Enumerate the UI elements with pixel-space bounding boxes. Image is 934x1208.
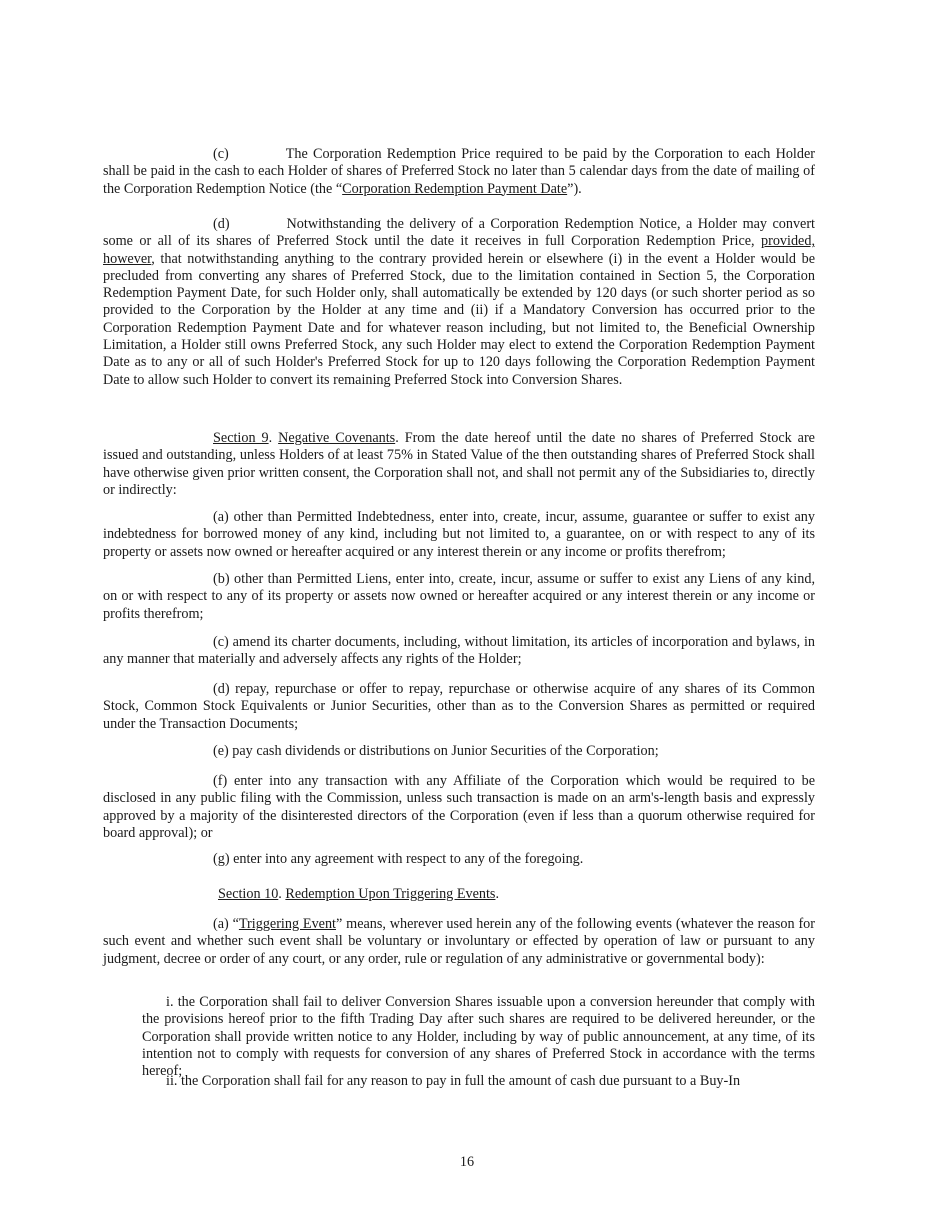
covenant-item: (f) enter into any transaction with any Affiliate of the Corporation which would be required to be disclosed in any public filing with the Commission, unless such transaction is made on an arm's-length basis and expressly approved by a majority of the disinterested directors of the Corporation (even if less than a quorum otherwise required for board approval); or	[103, 773, 815, 841]
paragraph-text: The Corporation Redemption Price required to be paid by the Corporation to each Holder shall be paid in the cash to each Holder of shares of Preferred Stock no later than 5 calendar days from the date of mailing of the Corporation Redemption Notice (the “	[103, 146, 815, 197]
covenant-item: (c) amend its charter documents, including, without limitation, its articles of incorporation and bylaws, in any manner that materially and adversely affects any rights of the Holder;	[103, 634, 815, 668]
section-title: Negative Covenants	[278, 430, 396, 446]
defined-term: provided, however	[103, 233, 815, 267]
paragraph-label: (c)	[213, 146, 229, 162]
defined-term: Triggering Event	[238, 916, 337, 932]
covenant-item: (b) other than Permitted Liens, enter into, create, incur, assume or suffer to exist any Liens of any kind, on or with respect to any of its property or assets now owned or hereafter acquired or any interest therein or any income or profits therefrom;	[103, 571, 815, 622]
paragraph-c	[103, 146, 815, 198]
section-number: Section 10	[218, 886, 279, 902]
paragraph-text: ” means, wherever used herein any of the following events (whatever the reason for such event and whether such event shall be voluntary or involuntary or effected by operation of law or pursuant to any judgment, decree or order of any court, or any order, rule or regulation of any administrative or governmental body):	[103, 916, 815, 967]
triggering-event-ii: ii. the Corporation shall fail for any reason to pay in full the amount of cash due pursuant to a Buy-In	[166, 1073, 741, 1089]
section-9-intro: Section 9. Negative Covenants. From the date hereof until the date no shares of Preferred Stock are issued and outstanding, unless Holders of at least 75% in Stated Value of the then outstanding shares of Preferred Stock shall have otherwise given prior written consent, the Corporation shall not, and shall not permit any of the Subsidiaries to, directly or indirectly:	[103, 430, 815, 498]
section-10-heading: Section 10. Redemption Upon Triggering Events.	[218, 886, 499, 902]
covenant-item: (e) pay cash dividends or distributions on Junior Securities of the Corporation;	[213, 743, 659, 759]
paragraph-text: Notwithstanding the delivery of a Corporation Redemption Notice, a Holder may convert some or all of its shares of Preferred Stock until the date it receives in full Corporation Redemption Price,	[103, 216, 815, 250]
covenant-item: (g) enter into any agreement with respect to any of the foregoing.	[213, 851, 584, 867]
paragraph-text: . From the date hereof until the date no shares of Preferred Stock are issued and outstanding, unless Holders of at least 75% in Stated Value of the then outstanding shares of Preferred Stock shall have otherwise given prior written consent, the Corporation shall not, and shall not permit any of the Subsidiaries to, directly or indirectly:	[103, 430, 815, 498]
section-10-a	[103, 916, 815, 968]
section-number: Section 9	[213, 430, 269, 446]
defined-term: Corporation Redemption Payment Date	[342, 180, 568, 197]
section-title: Redemption Upon Triggering Events	[285, 886, 496, 902]
triggering-event-i: i. the Corporation shall fail to deliver Conversion Shares issuable upon a conversion hereunder that comply with the provisions hereof prior to the fifth Trading Day after such shares are required to be delivered hereunder, or the Corporation shall provide written notice to any Holder, including by way of public announcement, at any time, of its intention not to comply with requests for conversion of any shares of Preferred Stock in accordance with the terms hereof;	[142, 994, 815, 1080]
covenant-item: (a) other than Permitted Indebtedness, enter into, create, incur, assume, guarantee or suffer to exist any indebtedness for borrowed money of any kind, including but not limited to, a guarantee, on or with respect to any of its property or assets now owned or hereafter acquired or any interest therein or any income or profits therefrom;	[103, 509, 815, 560]
paragraph-label: (d)	[213, 216, 230, 232]
page-number: 16	[459, 1154, 475, 1170]
covenant-item: (d) repay, repurchase or offer to repay, repurchase or otherwise acquire of any shares of its Common Stock, Common Stock Equivalents or Junior Securities, other than as to the Conversion Shares as permitted or required under the Transaction Documents;	[103, 681, 815, 732]
paragraph-d	[103, 216, 815, 389]
paragraph-text: ”).	[567, 180, 582, 197]
paragraph-text: , that notwithstanding anything to the contrary provided herein or elsewhere (i) in the event a Holder would be precluded from converting any shares of Preferred Stock, due to the limitation contained in Section 5, the Corporation Redemption Payment Date, for such Holder only, shall automatically be extended by 120 days (or such shorter period as so provided to the Corporation by the Holder at any time and (ii) if a Mandatory Conversion has occurred prior to the Corporation Redemption Payment Date and for whatever reason including, but not limited to, the Beneficial Ownership Limitation, a Holder still owns Preferred Stock, any such Holder may elect to extend the Corporation Redemption Payment Date as to any or all of such Holder's Preferred Stock for up to 120 days following the Corporation Redemption Payment Date to allow such Holder to convert its remaining Preferred Stock into Conversion Shares.	[103, 250, 815, 388]
paragraph-label: (a) “	[213, 916, 239, 932]
